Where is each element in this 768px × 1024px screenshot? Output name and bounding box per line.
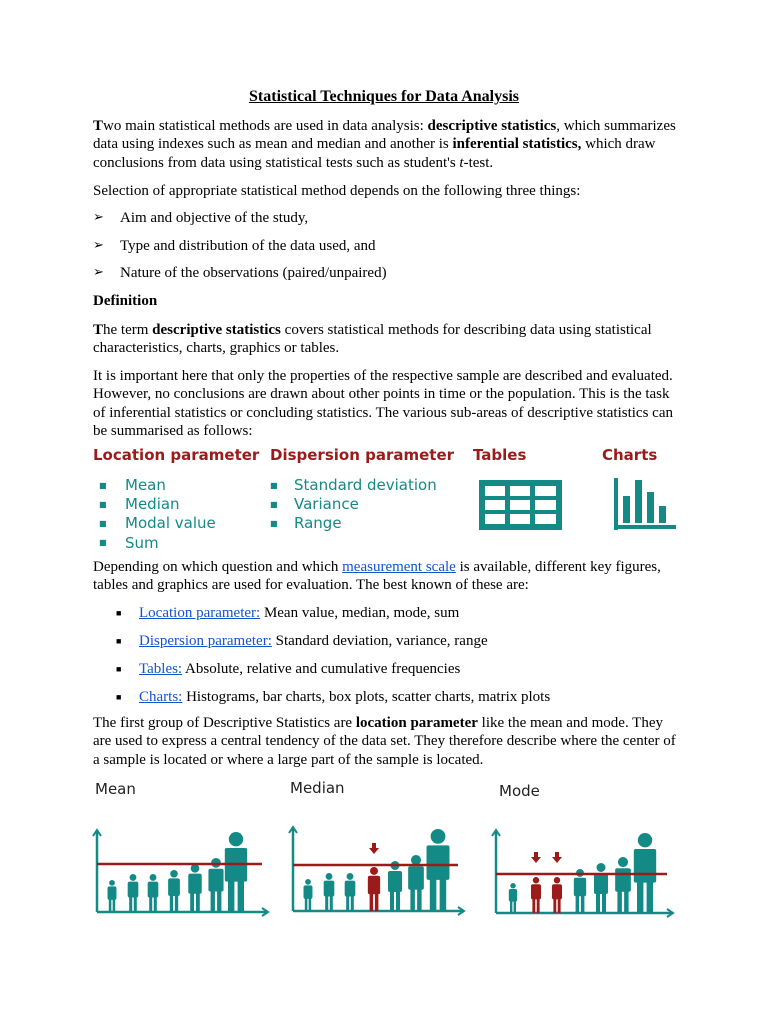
person-icon — [509, 883, 517, 913]
person-icon — [594, 863, 608, 913]
person-icon — [531, 877, 541, 913]
bar-chart-icon — [614, 478, 676, 530]
tables-link[interactable]: Tables: — [139, 661, 183, 677]
selection-paragraph: Selection of appropriate statistical method depends on the following three things: — [93, 183, 581, 199]
arrow-bullet-icon: ➢ — [93, 264, 104, 279]
measurement-paragraph: Depending on which question and which measurement scale is available, different key figures, tables and graphics are used for evaluation. The best known of these are: — [93, 559, 661, 594]
arrow-bullet-icon: ➢ — [93, 209, 104, 224]
definition-heading: Definition — [93, 293, 158, 309]
dispersion-heading: Dispersion parameter — [270, 446, 455, 464]
median-label: Median — [290, 779, 345, 797]
location-item: Median — [125, 495, 180, 513]
definition-paragraph: The term descriptive statistics covers statistical methods for describing data using statistical characteristics, charts, graphics or tables. — [93, 322, 652, 357]
down-arrow-icon — [369, 843, 379, 854]
square-bullet-icon: ■ — [99, 538, 107, 547]
people-chart — [289, 827, 464, 915]
square-bullet-icon: ■ — [116, 692, 122, 702]
mean-label: Mean — [95, 780, 136, 798]
list-item: Dispersion parameter: Standard deviation, variance, range — [139, 633, 488, 649]
list-item: Location parameter: Mean value, median, mode, sum — [139, 605, 460, 621]
square-bullet-icon: ■ — [99, 500, 107, 509]
location-paragraph: The first group of Descriptive Statistics are location parameter like the mean and mode. They are used to express a central tendency of the data set. They therefore describe where the center of a sample is located or where a large part of the sample is located. — [93, 715, 676, 768]
square-bullet-icon: ■ — [270, 500, 278, 509]
charts-link[interactable]: Charts: — [139, 689, 183, 705]
location-item: Mean — [125, 476, 166, 494]
square-bullet-icon: ■ — [270, 519, 278, 528]
person-icon — [148, 874, 159, 912]
person-icon — [128, 874, 139, 912]
measurement-scale-link[interactable]: measurement scale — [342, 559, 456, 575]
person-icon — [108, 880, 117, 912]
person-icon — [574, 869, 586, 913]
person-icon — [208, 858, 223, 912]
location-item: Sum — [125, 534, 159, 552]
square-bullet-icon: ■ — [116, 664, 122, 674]
tables-heading: Tables — [473, 446, 527, 464]
descriptive-statistics-figure — [0, 440, 768, 560]
people-chart — [492, 830, 673, 917]
list-item: Type and distribution of the data used, and — [120, 238, 376, 254]
page-title: Statistical Techniques for Data Analysis — [249, 88, 519, 105]
down-arrow-icon — [552, 852, 562, 863]
people-chart — [93, 830, 268, 916]
person-icon — [324, 873, 335, 911]
list-item: Nature of the observations (paired/unpaired) — [120, 265, 387, 281]
location-heading: Location parameter — [93, 446, 260, 464]
location-parameter-link[interactable]: Location parameter: — [139, 605, 261, 621]
dispersion-item: Range — [294, 514, 342, 532]
person-icon — [552, 877, 562, 913]
person-icon — [225, 832, 247, 912]
intro-paragraph: Two main statistical methods are used in data analysis: descriptive statistics, which summarizes data using indexes such as mean and median and another is inferential statistics, which draw conclusions from data using statistical tests such as student's t-test. — [93, 118, 676, 171]
down-arrow-icon — [531, 852, 541, 863]
dispersion-parameter-link[interactable]: Dispersion parameter: — [139, 633, 272, 649]
dispersion-item: Variance — [294, 495, 359, 513]
square-bullet-icon: ■ — [270, 481, 278, 490]
arrow-bullet-icon: ➢ — [93, 237, 104, 252]
list-item: Charts: Histograms, bar charts, box plots, scatter charts, matrix plots — [139, 689, 551, 705]
person-icon — [615, 857, 631, 913]
person-icon — [368, 867, 380, 911]
properties-paragraph: It is important here that only the properties of the respective sample are described and evaluated. However, no conclusions are drawn about other points in time or the population. This is the task of inferential statistics or concluding statistics. The various sub-areas of descriptive statistics can be summarised as follows: — [93, 368, 673, 440]
mode-label: Mode — [499, 782, 540, 800]
people-charts — [0, 775, 768, 935]
list-item: Aim and objective of the study, — [120, 210, 309, 226]
person-icon — [408, 855, 424, 911]
central-tendency-figure — [0, 775, 768, 935]
person-icon — [345, 873, 356, 911]
square-bullet-icon: ■ — [116, 636, 122, 646]
person-icon — [188, 864, 201, 912]
dispersion-item: Standard deviation — [294, 476, 437, 494]
person-icon — [427, 829, 450, 911]
square-bullet-icon: ■ — [99, 481, 107, 490]
table-icon — [479, 480, 562, 530]
square-bullet-icon: ■ — [116, 608, 122, 618]
charts-heading: Charts — [602, 446, 658, 464]
list-item: Tables: Absolute, relative and cumulative frequencies — [139, 661, 461, 677]
square-bullet-icon: ■ — [99, 519, 107, 528]
person-icon — [168, 870, 180, 912]
person-icon — [304, 879, 313, 911]
person-icon — [388, 861, 402, 911]
location-item: Modal value — [125, 514, 216, 532]
